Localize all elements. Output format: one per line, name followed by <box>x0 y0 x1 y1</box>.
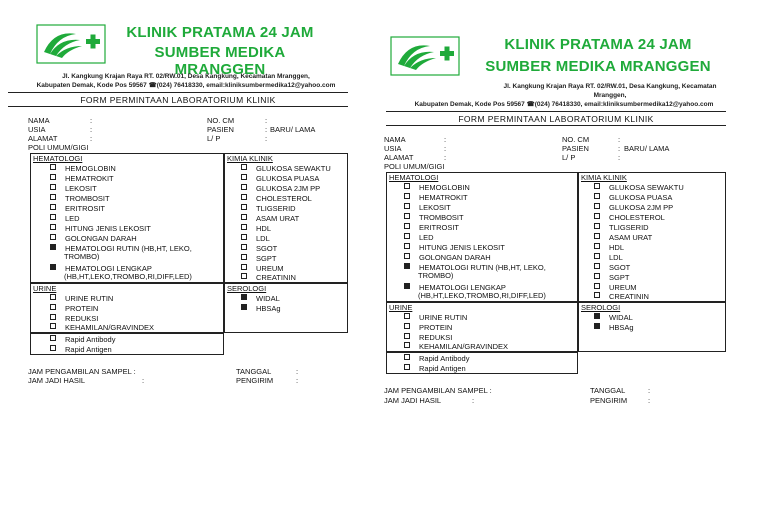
checkbox-icon[interactable] <box>50 194 56 200</box>
checkbox-icon[interactable] <box>404 223 410 229</box>
checkbox-icon[interactable] <box>50 345 56 351</box>
tanggal-colon: : <box>296 367 299 376</box>
checkbox-icon[interactable] <box>404 323 410 329</box>
test-item[interactable]: GLUKOSA 2JM PP <box>594 203 673 213</box>
test-item[interactable]: LDL <box>594 253 623 263</box>
clinic-logo-icon <box>390 36 460 76</box>
checkbox-icon[interactable] <box>50 214 56 220</box>
test-item[interactable]: HBSAg <box>241 304 281 314</box>
checkbox-icon[interactable] <box>241 184 247 190</box>
checkbox-icon[interactable] <box>594 223 600 229</box>
checkbox-icon[interactable] <box>50 164 56 170</box>
checkbox-icon[interactable] <box>404 342 410 348</box>
test-item[interactable]: GOLONGAN DARAH <box>404 253 491 263</box>
checkbox-icon[interactable] <box>50 224 56 230</box>
test-item[interactable]: GOLONGAN DARAH <box>50 234 137 244</box>
test-item[interactable]: CHOLESTEROL <box>241 194 312 204</box>
pengirim-label: PENGIRIM <box>236 376 274 385</box>
test-item[interactable]: LED <box>50 214 80 224</box>
usia-colon: : <box>90 125 93 134</box>
checkbox-icon[interactable] <box>404 183 410 189</box>
pasien-label: PASIEN <box>562 144 589 153</box>
test-item[interactable]: Rapid Antibody <box>50 335 115 345</box>
nama-label: NAMA <box>384 135 406 144</box>
test-item[interactable]: CREATININ <box>594 292 649 302</box>
pengirim-label: PENGIRIM <box>590 396 628 405</box>
alamat-label: ALAMAT <box>384 153 414 162</box>
test-item[interactable]: TLIGSERID <box>241 204 296 214</box>
test-item[interactable]: CREATININ <box>241 273 296 283</box>
test-item[interactable]: SGPT <box>594 273 629 283</box>
checkbox-icon[interactable] <box>50 264 56 270</box>
test-item[interactable]: KEHAMILAN/GRAVINDEX <box>50 323 154 333</box>
test-item[interactable]: HBSAg <box>594 323 634 333</box>
clinic-address-line2: Mranggen, <box>593 92 627 99</box>
alamat-label: ALAMAT <box>28 134 58 143</box>
checkbox-icon[interactable] <box>241 273 247 279</box>
checkbox-icon[interactable] <box>241 174 247 180</box>
checkbox-icon[interactable] <box>50 204 56 210</box>
test-item[interactable]: KEHAMILAN/GRAVINDEX <box>404 342 508 352</box>
poli-label: POLI UMUM/GIGI <box>28 143 89 152</box>
test-item[interactable]: GLUKOSA PUASA <box>594 193 672 203</box>
usia-colon: : <box>444 144 447 153</box>
pasien-value: BARU/ LAMA <box>624 144 670 153</box>
test-item[interactable]: HEMATOLOGI LENGKAP <box>404 283 506 293</box>
test-item[interactable]: UREUM <box>241 264 284 274</box>
test-item[interactable]: REDUKSI <box>404 333 452 343</box>
pengirim-colon: : <box>296 376 299 385</box>
checkbox-icon[interactable] <box>404 364 410 370</box>
test-item[interactable]: SGOT <box>241 244 277 254</box>
checkbox-icon[interactable] <box>241 244 247 250</box>
test-item-continuation: (HB,HT,LEKO,TROMBO,RI,DIFF,LED) <box>418 291 546 300</box>
test-item[interactable]: ERITROSIT <box>50 204 105 214</box>
test-item[interactable]: REDUKSI <box>50 314 98 324</box>
jam-hasil-colon: : <box>472 396 475 405</box>
hematologi-title: HEMATOLOGI <box>389 173 439 182</box>
jam-sampel-label: JAM PENGAMBILAN SAMPEL : <box>384 386 492 395</box>
checkbox-icon[interactable] <box>594 253 600 259</box>
test-item-continuation: TROMBO) <box>64 252 100 261</box>
checkbox-icon[interactable] <box>594 263 600 269</box>
test-item[interactable]: TLIGSERID <box>594 223 649 233</box>
checkbox-icon[interactable] <box>50 184 56 190</box>
form-title: FORM PERMINTAAN LABORATORIUM KLINIK <box>458 114 654 124</box>
checkbox-icon[interactable] <box>594 273 600 279</box>
usia-label: USIA <box>28 125 46 134</box>
pasien-value: BARU/ LAMA <box>270 125 316 134</box>
lp-label: L/ P <box>207 134 221 143</box>
test-item-continuation: (HB,HT,LEKO,TROMBO,RI,DIFF,LED) <box>64 272 192 281</box>
tanggal-label: TANGGAL <box>590 386 626 395</box>
serologi-title: SEROLOGI <box>581 303 621 312</box>
alamat-colon: : <box>444 153 447 162</box>
clinic-name-line2: SUMBER MEDIKA MRANGGEN <box>485 58 711 75</box>
checkbox-icon[interactable] <box>241 304 247 310</box>
no-cm-label: NO. CM <box>207 116 235 125</box>
jam-sampel-label: JAM PENGAMBILAN SAMPEL : <box>28 367 136 376</box>
urine-title: URINE <box>389 303 413 312</box>
test-item-continuation: TROMBO) <box>418 271 454 280</box>
test-item[interactable]: URINE RUTIN <box>404 313 467 323</box>
checkbox-icon[interactable] <box>241 164 247 170</box>
test-item[interactable]: LEKOSIT <box>404 203 451 213</box>
checkbox-icon[interactable] <box>404 263 410 269</box>
checkbox-icon[interactable] <box>50 244 56 250</box>
checkbox-icon[interactable] <box>241 214 247 220</box>
test-item[interactable]: HITUNG JENIS LEKOSIT <box>404 243 505 253</box>
clinic-logo-icon <box>36 24 106 64</box>
test-item[interactable]: HEMATOLOGI RUTIN (HB,HT, LEKO, <box>404 263 546 273</box>
test-item[interactable]: HEMATROKIT <box>404 193 468 203</box>
lab-request-form-left <box>0 0 372 503</box>
test-item[interactable]: SGOT <box>594 263 630 273</box>
jam-hasil-colon: : <box>142 376 145 385</box>
test-item[interactable]: UREUM <box>594 283 637 293</box>
test-item[interactable]: ERITROSIT <box>404 223 459 233</box>
serologi-title: SEROLOGI <box>227 284 267 293</box>
clinic-address-line1: Jl. Kangkung Krajan Raya RT. 02/RW.01, Desa Kangkung, Kecamatan Mranggen, <box>62 73 310 80</box>
test-item[interactable]: LEKOSIT <box>50 184 97 194</box>
pasien-label: PASIEN <box>207 125 234 134</box>
test-item[interactable]: Rapid Antigen <box>50 345 112 355</box>
checkbox-icon[interactable] <box>404 253 410 259</box>
test-item[interactable]: TROMBOSIT <box>404 213 464 223</box>
test-item[interactable]: LED <box>404 233 434 243</box>
poli-label: POLI UMUM/GIGI <box>384 162 445 171</box>
checkbox-icon[interactable] <box>594 193 600 199</box>
checkbox-icon[interactable] <box>50 234 56 240</box>
test-item[interactable]: HEMOGLOBIN <box>50 164 116 174</box>
kimia-klinik-title: KIMIA KLINIK <box>581 173 627 182</box>
checkbox-icon[interactable] <box>50 294 56 300</box>
no-cm-colon: : <box>265 116 268 125</box>
checkbox-icon[interactable] <box>241 234 247 240</box>
test-item[interactable]: PROTEIN <box>404 323 452 333</box>
checkbox-icon[interactable] <box>404 213 410 219</box>
checkbox-icon[interactable] <box>404 233 410 239</box>
checkbox-icon[interactable] <box>594 283 600 289</box>
checkbox-icon[interactable] <box>404 243 410 249</box>
test-item[interactable]: ASAM URAT <box>594 233 652 243</box>
test-item[interactable]: CHOLESTEROL <box>594 213 665 223</box>
checkbox-icon[interactable] <box>241 194 247 200</box>
lp-label: L/ P <box>562 153 576 162</box>
header-divider <box>8 92 348 93</box>
checkbox-icon[interactable] <box>404 193 410 199</box>
checkbox-icon[interactable] <box>50 304 56 310</box>
test-item[interactable]: HITUNG JENIS LEKOSIT <box>50 224 151 234</box>
jam-hasil-label: JAM JADI HASIL <box>384 396 442 405</box>
clinic-address-line3: Kabupaten Demak, Kode Pos 59567 ☎(024) 76418330, email:kliniksumbermedika12@yahoo.com <box>414 101 714 108</box>
test-item[interactable]: GLUKOSA PUASA <box>241 174 319 184</box>
test-item[interactable]: PROTEIN <box>50 304 98 314</box>
lp-colon: : <box>618 153 621 162</box>
title-divider <box>8 106 348 107</box>
checkbox-icon[interactable] <box>404 203 410 209</box>
test-item[interactable]: HEMATROKIT <box>50 174 114 184</box>
nama-colon: : <box>444 135 447 144</box>
alamat-colon: : <box>90 134 93 143</box>
no-cm-label: NO. CM <box>562 135 590 144</box>
checkbox-icon[interactable] <box>594 313 600 319</box>
checkbox-icon[interactable] <box>241 224 247 230</box>
test-item[interactable]: HEMOGLOBIN <box>404 183 470 193</box>
pasien-colon: : <box>618 144 621 153</box>
checkbox-icon[interactable] <box>594 213 600 219</box>
checkbox-icon[interactable] <box>404 354 410 360</box>
test-item[interactable]: URINE RUTIN <box>50 294 113 304</box>
test-item[interactable]: HDL <box>241 224 271 234</box>
checkbox-icon[interactable] <box>404 283 410 289</box>
pasien-colon: : <box>265 125 268 134</box>
checkbox-icon[interactable] <box>241 254 247 260</box>
test-item[interactable]: HEMATOLOGI RUTIN (HB,HT, LEKO, <box>50 244 192 254</box>
test-item[interactable]: WIDAL <box>594 313 633 323</box>
tanggal-colon: : <box>648 386 651 395</box>
nama-label: NAMA <box>28 116 50 125</box>
tanggal-label: TANGGAL <box>236 367 272 376</box>
form-title: FORM PERMINTAAN LABORATORIUM KLINIK <box>80 95 276 105</box>
test-item[interactable]: GLUKOSA SEWAKTU <box>594 183 684 193</box>
checkbox-icon[interactable] <box>594 183 600 189</box>
checkbox-icon[interactable] <box>50 323 56 329</box>
test-item[interactable]: TROMBOSIT <box>50 194 110 204</box>
test-item[interactable]: LDL <box>241 234 270 244</box>
pengirim-colon: : <box>648 396 651 405</box>
clinic-name-line2: SUMBER MEDIKA MRANGGEN <box>154 44 286 78</box>
lp-colon: : <box>265 134 268 143</box>
checkbox-icon[interactable] <box>404 313 410 319</box>
checkbox-icon[interactable] <box>594 203 600 209</box>
test-item[interactable]: GLUKOSA SEWAKTU <box>241 164 331 174</box>
checkbox-icon[interactable] <box>241 204 247 210</box>
test-item[interactable]: ASAM URAT <box>241 214 299 224</box>
kimia-klinik-title: KIMIA KLINIK <box>227 154 273 163</box>
checkbox-icon[interactable] <box>241 264 247 270</box>
test-item[interactable]: Rapid Antibody <box>404 354 469 364</box>
usia-label: USIA <box>384 144 402 153</box>
no-cm-colon: : <box>618 135 621 144</box>
test-item[interactable]: HEMATOLOGI LENGKAP <box>50 264 152 274</box>
clinic-address-line2: Kabupaten Demak, Kode Pos 59567 ☎(024) 76418330, email:kliniksumbermedika12@yahoo.com <box>36 82 336 89</box>
lab-request-form-right <box>378 10 750 513</box>
test-item[interactable]: GLUKOSA 2JM PP <box>241 184 320 194</box>
checkbox-icon[interactable] <box>594 292 600 298</box>
checkbox-icon[interactable] <box>50 314 56 320</box>
test-item[interactable]: Rapid Antigen <box>404 364 466 374</box>
title-divider <box>386 125 726 126</box>
urine-title: URINE <box>33 284 57 293</box>
header-divider <box>386 111 726 112</box>
checkbox-icon[interactable] <box>594 243 600 249</box>
checkbox-icon[interactable] <box>404 333 410 339</box>
checkbox-icon[interactable] <box>50 174 56 180</box>
test-item[interactable]: SGPT <box>241 254 276 264</box>
hematologi-title: HEMATOLOGI <box>33 154 83 163</box>
jam-hasil-label: JAM JADI HASIL <box>28 376 86 385</box>
checkbox-icon[interactable] <box>241 294 247 300</box>
clinic-name-line1: KLINIK PRATAMA 24 JAM <box>504 36 692 53</box>
test-item[interactable]: HDL <box>594 243 624 253</box>
nama-colon: : <box>90 116 93 125</box>
clinic-name-line1: KLINIK PRATAMA 24 JAM <box>126 24 314 41</box>
clinic-address-line1: Jl. Kangkung Krajan Raya RT. 02/RW.01, Desa Kangkung, Kecamatan <box>503 83 717 90</box>
checkbox-icon[interactable] <box>594 323 600 329</box>
checkbox-icon[interactable] <box>594 233 600 239</box>
test-item[interactable]: WIDAL <box>241 294 280 304</box>
checkbox-icon[interactable] <box>50 335 56 341</box>
